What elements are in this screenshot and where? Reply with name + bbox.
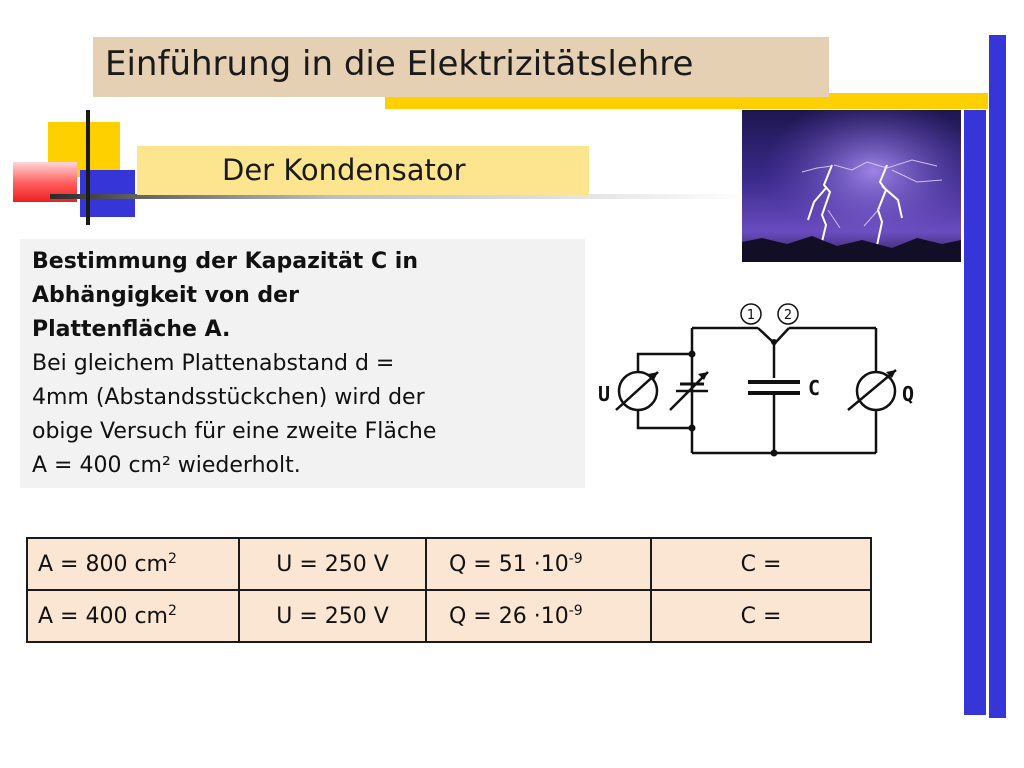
table-cell-charge: $Q = 51 \cdot 10^{-9}$	[426, 538, 651, 590]
right-accent-bar-inner	[964, 110, 986, 715]
switch-label-2: 2	[783, 308, 793, 323]
circuit-label-q: Q	[902, 382, 915, 406]
description-text	[32, 245, 577, 483]
slide-subtitle: Der Kondensator	[222, 153, 466, 187]
switch-label-1: 1	[746, 308, 756, 323]
text-line: A = 400 cm² wiederholt.	[32, 453, 301, 478]
capacitor-circuit-diagram	[596, 298, 926, 468]
table-row	[27, 538, 871, 590]
right-accent-bar	[989, 35, 1006, 718]
table-row	[27, 590, 871, 642]
circuit-label-c: C	[808, 376, 821, 400]
decor-vertical-line	[86, 110, 90, 225]
table-cell-capacity: C =	[651, 590, 871, 642]
table-cell-voltage: U = 250 V	[239, 538, 426, 590]
lightning-photo	[742, 110, 961, 262]
circuit-label-u: U	[598, 382, 611, 406]
slide-title: Einführung in die Elektrizitätslehre	[105, 44, 694, 84]
text-line: 4mm (Abstandsstückchen) wird der	[32, 385, 425, 410]
table-cell-area: A = 400 $cm^2$	[27, 590, 239, 642]
text-line: Bei gleichem Plattenabstand d =	[32, 351, 395, 376]
measurement-table	[26, 537, 872, 643]
text-line: obige Versuch für eine zweite Fläche	[32, 419, 437, 444]
text-bold-line: Plattenfläche A.	[32, 317, 231, 342]
table-cell-capacity: C =	[651, 538, 871, 590]
table-cell-area: A = 800 $cm^2$	[27, 538, 239, 590]
text-bold-line: Abhängigkeit von der	[32, 283, 299, 308]
table-cell-voltage: U = 250 V	[239, 590, 426, 642]
text-bold-line: Bestimmung der Kapazität C in	[32, 249, 418, 274]
table-cell-charge: $Q = 26 \cdot 10^{-9}$	[426, 590, 651, 642]
